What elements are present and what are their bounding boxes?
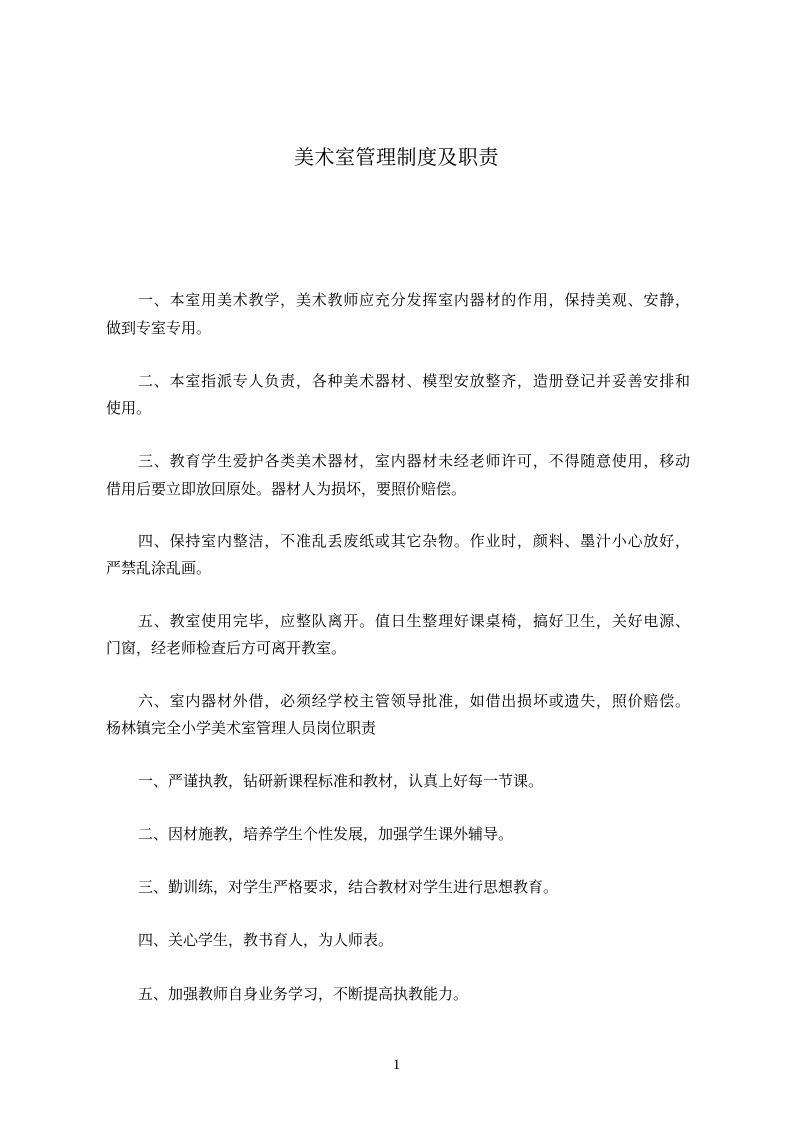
rule-6-line-1: 六、室内器材外借，必须经学校主管领导批准，如借出损坏或遗失，照价赔偿。	[138, 692, 690, 710]
rule-3-line-1: 三、教育学生爱护各类美术器材，室内器材未经老师许可，不得随意使用，移动	[138, 452, 690, 470]
duty-item-5: 五、加强教师自身业务学习，不断提高执教能力。	[138, 985, 469, 1003]
duty-item-3: 三、勤训练，对学生严格要求，结合教材对学生进行思想教育。	[138, 878, 559, 896]
duty-item-1: 一、严谨执教，钻研新课程标准和教材，认真上好每一节课。	[138, 772, 544, 790]
rule-5-line-2: 门窗，经老师检查后方可离开教室。	[106, 639, 347, 657]
duty-item-2: 二、因材施教，培养学生个性发展，加强学生课外辅导。	[138, 825, 514, 843]
page-number: 1	[392, 1057, 401, 1073]
rule-2-line-2: 使用。	[106, 399, 152, 417]
rule-2-line-1: 二、本室指派专人负责，各种美术器材、模型安放整齐，造册登记并妥善安排和	[138, 372, 690, 390]
rule-5-line-1: 五、教室使用完毕，应整队离开。值日生整理好课桌椅，搞好卫生，关好电源、	[138, 612, 690, 630]
rule-3-line-2: 借用后要立即放回原处。器材人为损坏，要照价赔偿。	[106, 480, 467, 498]
rule-1-line-1: 一、本室用美术教学，美术教师应充分发挥室内器材的作用，保持美观、安静，	[138, 291, 690, 309]
document-title: 美术室管理制度及职责	[294, 145, 499, 169]
duty-item-4: 四、关心学生，教书育人，为人师表。	[138, 931, 394, 949]
duties-heading: 杨林镇完全小学美术室管理人员岗位职责	[106, 719, 377, 737]
rule-4-line-1: 四、保持室内整洁，不准乱丢废纸或其它杂物。作业时，颜料、墨汁小心放好，	[138, 532, 690, 550]
rule-4-line-2: 严禁乱涂乱画。	[106, 559, 212, 577]
rule-1-line-2: 做到专室专用。	[106, 319, 212, 337]
